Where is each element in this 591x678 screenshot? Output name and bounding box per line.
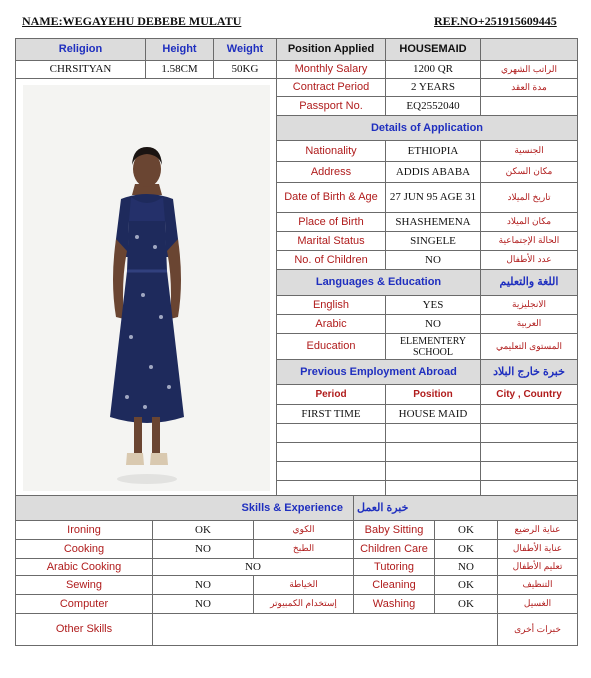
- dob-value: 27 JUN 95 AGE 31: [386, 183, 481, 213]
- skill-ironing-label: Ironing: [16, 521, 153, 540]
- passport-label: Passport No.: [277, 97, 386, 116]
- skill-ironing-value: OK: [153, 521, 254, 540]
- education-label: Education: [277, 334, 386, 360]
- skill-cleaning-value: OK: [435, 576, 498, 595]
- passport-arabic: [481, 97, 578, 116]
- education-arabic: المستوى التعليمي: [481, 334, 578, 360]
- salary-value: 1200 QR: [386, 61, 481, 79]
- employment-position-value: HOUSE MAID: [386, 405, 481, 424]
- arabic-lang-arabic: العربية: [481, 315, 578, 334]
- arabic-lang-label: Arabic: [277, 315, 386, 334]
- birthplace-value: SHASHEMENA: [386, 213, 481, 232]
- height-header: Height: [146, 39, 214, 61]
- skill-washing-arabic: الغسيل: [498, 595, 578, 614]
- education-value: ELEMENTERY SCHOOL: [386, 334, 481, 360]
- religion-header: Religion: [16, 39, 146, 61]
- period-header: Period: [277, 385, 386, 405]
- english-value: YES: [386, 296, 481, 315]
- nationality-arabic: الجنسية: [481, 141, 578, 162]
- english-arabic: الانجليزية: [481, 296, 578, 315]
- skill-cleaning-label: Cleaning: [354, 576, 435, 595]
- skill-tutoring-arabic: تعليم الأطفال: [498, 559, 578, 576]
- contract-period-value: 2 YEARS: [386, 79, 481, 97]
- address-value: ADDIS ABABA: [386, 162, 481, 183]
- skill-childcare-arabic: عناية الأطفال: [498, 540, 578, 559]
- contract-period-label: Contract Period: [277, 79, 386, 97]
- skill-sewing-value: NO: [153, 576, 254, 595]
- skill-babysitting-value: OK: [435, 521, 498, 540]
- skill-computer-label: Computer: [16, 595, 153, 614]
- english-label: English: [277, 296, 386, 315]
- skill-childcare-label: Children Care: [354, 540, 435, 559]
- birthplace-label: Place of Birth: [277, 213, 386, 232]
- nationality-value: ETHIOPIA: [386, 141, 481, 162]
- skill-sewing-label: Sewing: [16, 576, 153, 595]
- skill-computer-arabic: إستخدام الكمبيوتر: [254, 595, 354, 614]
- skill-cooking-value: NO: [153, 540, 254, 559]
- other-skills-label: Other Skills: [16, 614, 153, 646]
- skills-section-title: Skills & Experience: [16, 496, 354, 521]
- skill-childcare-value: OK: [435, 540, 498, 559]
- skill-babysitting-label: Baby Sitting: [354, 521, 435, 540]
- address-label: Address: [277, 162, 386, 183]
- skill-arabic-cooking-value: NO: [153, 559, 354, 576]
- nationality-label: Nationality: [277, 141, 386, 162]
- dob-label: Date of Birth & Age: [277, 183, 386, 213]
- religion-value: CHRSITYAN: [16, 61, 146, 79]
- skill-arabic-cooking-label: Arabic Cooking: [16, 559, 153, 576]
- passport-value: EQ2552040: [386, 97, 481, 116]
- weight-header: Weight: [214, 39, 277, 61]
- position-applied-header: Position Applied: [277, 39, 386, 61]
- other-skills-value: [153, 614, 498, 646]
- skill-computer-value: NO: [153, 595, 254, 614]
- employment-period-value: FIRST TIME: [277, 405, 386, 424]
- employment-country-value: [481, 405, 578, 424]
- position-header: Position: [386, 385, 481, 405]
- marital-status-label: Marital Status: [277, 232, 386, 251]
- dob-arabic: تاريخ الميلاد: [481, 183, 578, 213]
- photo-cell: [16, 79, 277, 498]
- arabic-lang-value: NO: [386, 315, 481, 334]
- children-arabic: عدد الأطفال: [481, 251, 578, 270]
- application-form: [15, 38, 578, 498]
- skills-section-arabic: خبرة العمل: [354, 496, 578, 521]
- languages-section-arabic: اللغة والتعليم: [481, 270, 578, 296]
- address-arabic: مكان السكن: [481, 162, 578, 183]
- candidate-name: NAME:WEGAYEHU DEBEBE MULATU: [22, 14, 242, 28]
- header-blank: [481, 39, 578, 61]
- reference-number: REF.NO+251915609445: [434, 14, 557, 28]
- contract-period-arabic: مدة العقد: [481, 79, 578, 97]
- skill-washing-label: Washing: [354, 595, 435, 614]
- languages-section-title: Languages & Education: [277, 270, 481, 296]
- height-value: 1.58CM: [146, 61, 214, 79]
- position-applied-value: HOUSEMAID: [386, 39, 481, 61]
- birthplace-arabic: مكان الميلاد: [481, 213, 578, 232]
- children-label: No. of Children: [277, 251, 386, 270]
- skills-table: [15, 495, 578, 646]
- skill-sewing-arabic: الخياطة: [254, 576, 354, 595]
- details-section-title: Details of Application: [277, 116, 578, 141]
- skill-ironing-arabic: الكوي: [254, 521, 354, 540]
- skill-tutoring-label: Tutoring: [354, 559, 435, 576]
- skill-tutoring-value: NO: [435, 559, 498, 576]
- skill-babysitting-arabic: عناية الرضيع: [498, 521, 578, 540]
- salary-arabic: الراتب الشهري: [481, 61, 578, 79]
- skill-washing-value: OK: [435, 595, 498, 614]
- marital-status-value: SINGELE: [386, 232, 481, 251]
- weight-value: 50KG: [214, 61, 277, 79]
- salary-label: Monthly Salary: [277, 61, 386, 79]
- candidate-photo: [19, 81, 274, 495]
- city-country-header: City , Country: [481, 385, 578, 405]
- marital-status-arabic: الحالة الإجتماعية: [481, 232, 578, 251]
- other-skills-arabic: خبرات أخرى: [498, 614, 578, 646]
- skill-cleaning-arabic: التنظيف: [498, 576, 578, 595]
- children-value: NO: [386, 251, 481, 270]
- skill-cooking-arabic: الطبخ: [254, 540, 354, 559]
- employment-section-title: Previous Employment Abroad: [277, 360, 481, 385]
- skill-cooking-label: Cooking: [16, 540, 153, 559]
- employment-section-arabic: خبرة خارج البلاد: [481, 360, 578, 385]
